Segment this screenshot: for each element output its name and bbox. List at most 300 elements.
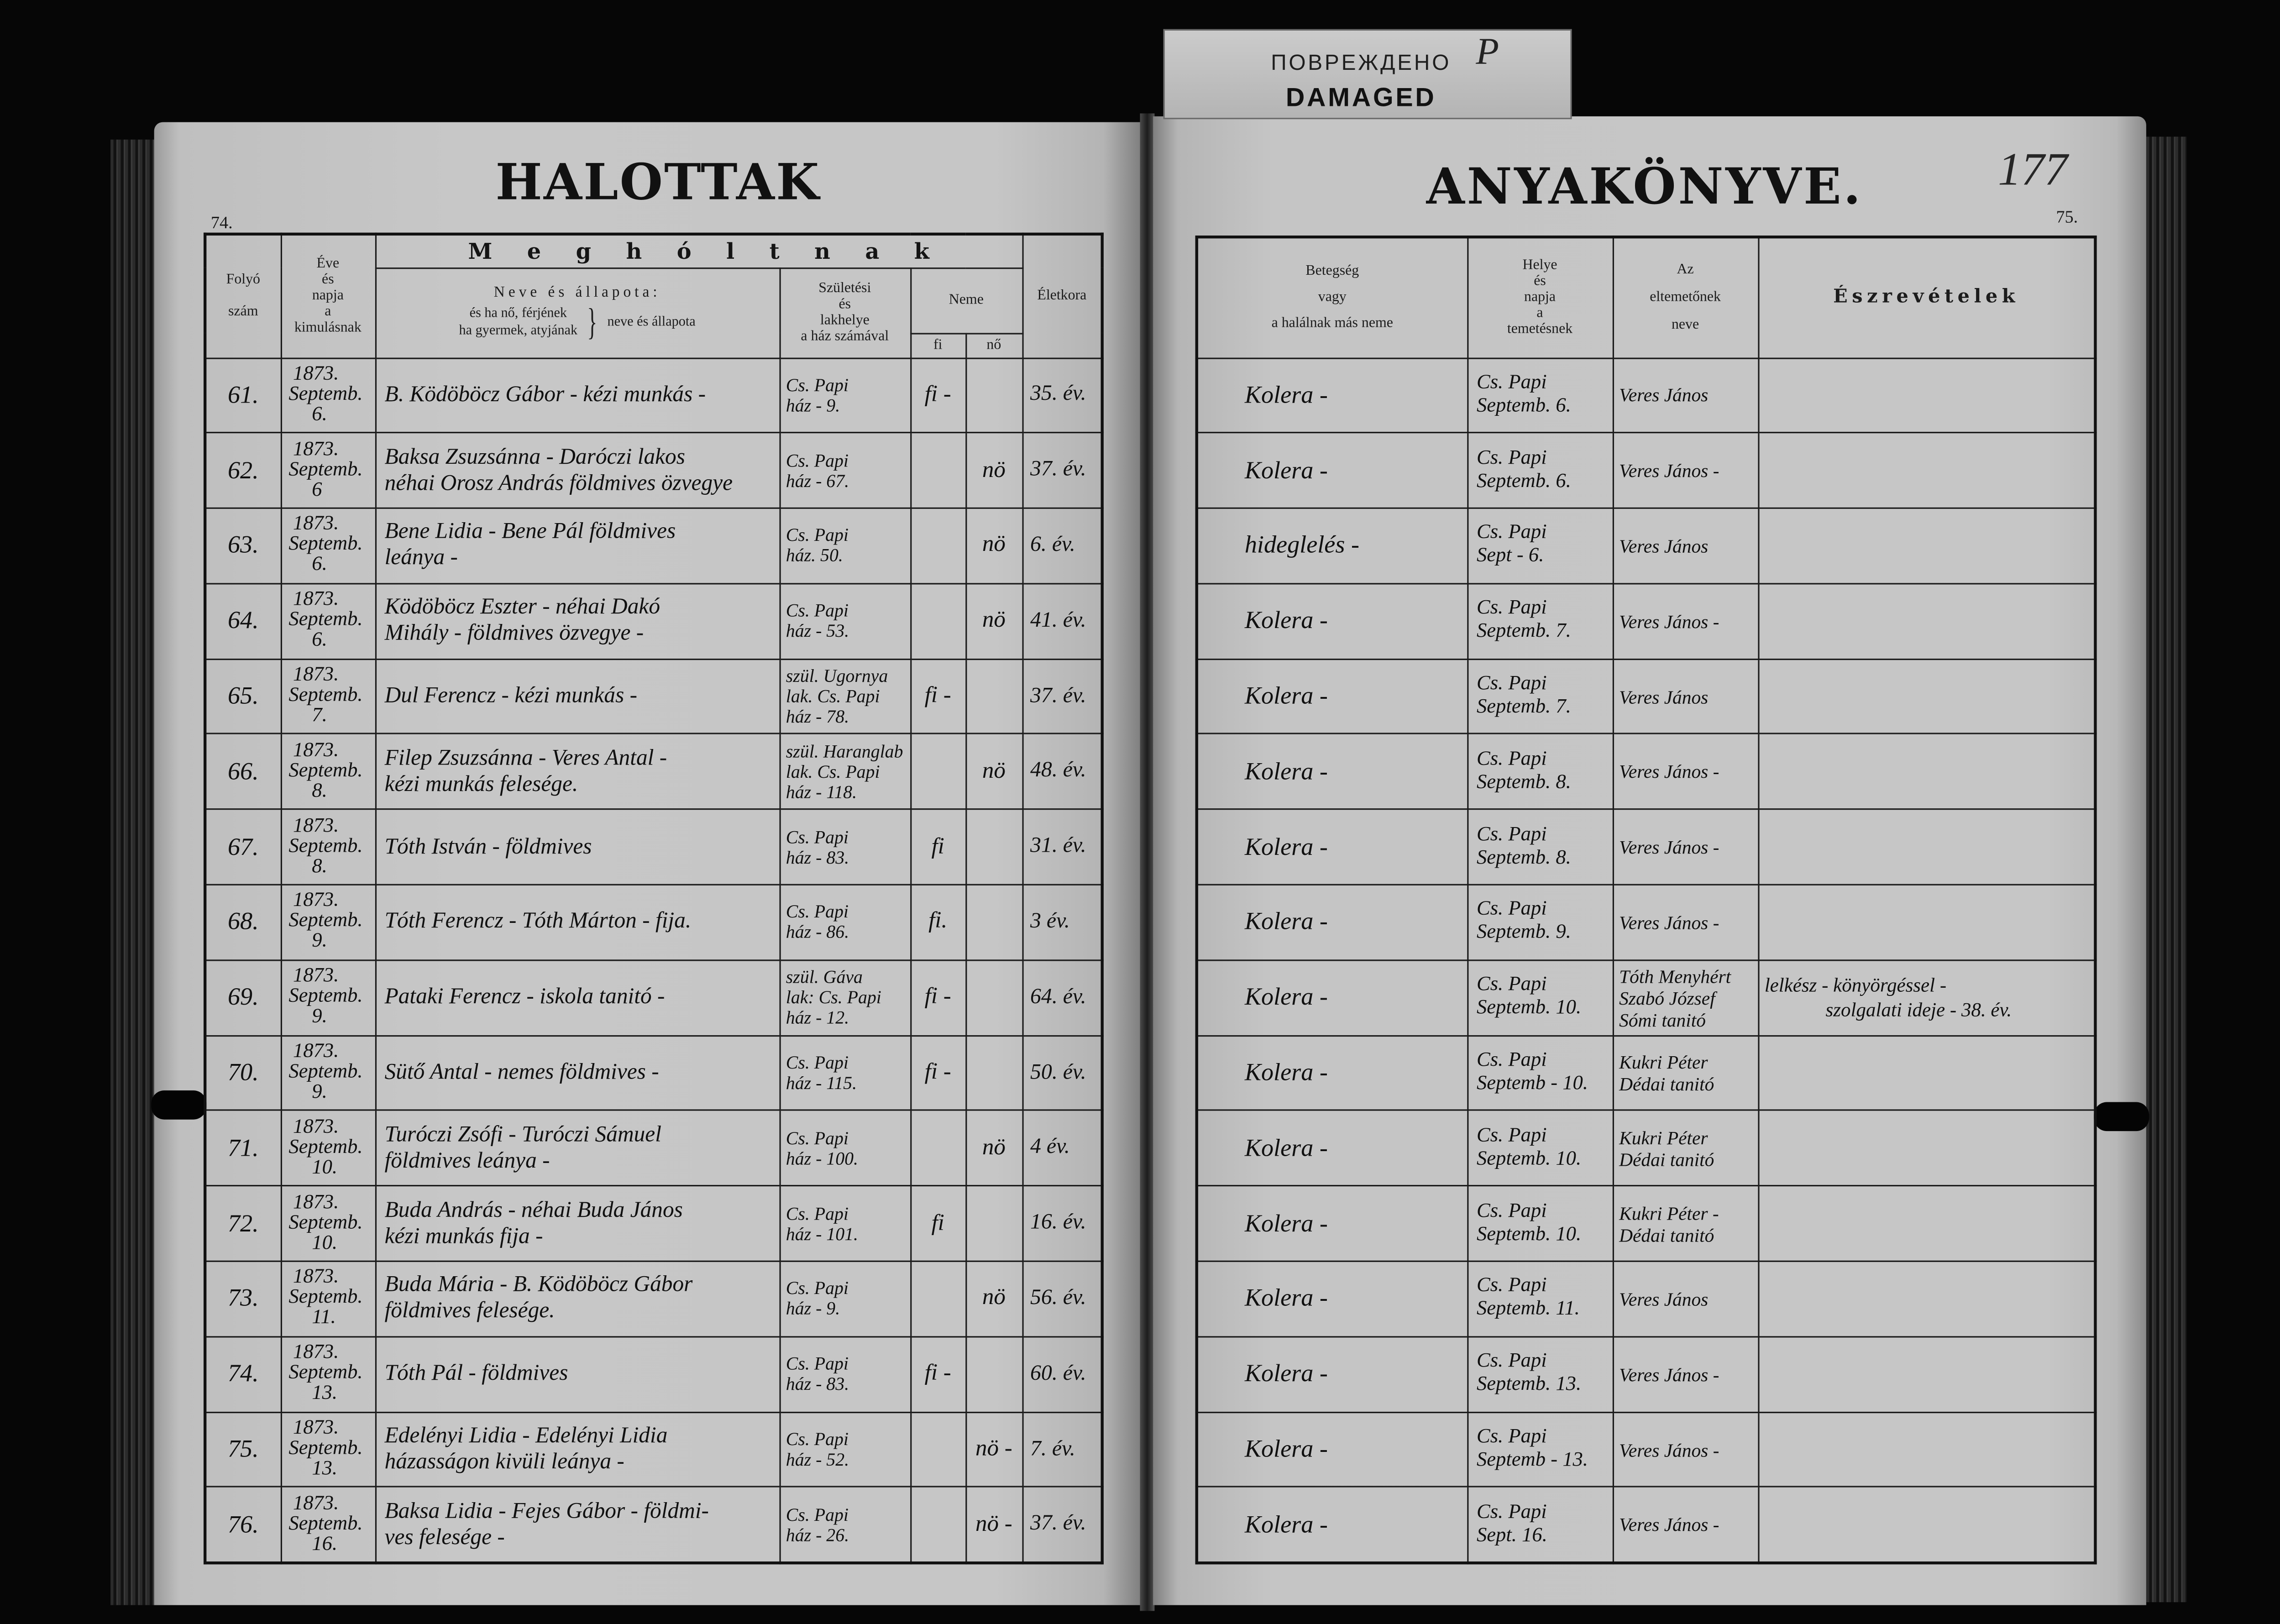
officiant-line: Dédai tanitó bbox=[1619, 1223, 1714, 1246]
header-death-date bbox=[281, 234, 375, 358]
officiant-line: Veres János - bbox=[1619, 912, 1719, 933]
officiant bbox=[1613, 1487, 1758, 1562]
birthplace-residence-line: Cs. Papi bbox=[786, 1354, 849, 1374]
officiant-line: Kukri Péter - bbox=[1619, 1202, 1719, 1224]
birthplace-residence bbox=[779, 1261, 910, 1336]
burial-record-row bbox=[1197, 810, 2096, 885]
burial-place-date-line: Cs. Papi bbox=[1476, 372, 1547, 394]
death-date-line: 1873. bbox=[293, 890, 339, 912]
death-register-right-table bbox=[1195, 236, 2097, 1564]
birthplace-residence-line: ház - 53. bbox=[786, 621, 849, 642]
death-date-line: 8. bbox=[312, 856, 327, 878]
officiant-line: Veres János - bbox=[1619, 836, 1719, 858]
death-date-line: Septemb. bbox=[288, 459, 363, 481]
burial-record-row bbox=[1197, 1035, 2096, 1111]
age: 60. év. bbox=[1022, 1336, 1102, 1412]
birthplace-residence-line: szül. Gáva bbox=[786, 967, 863, 988]
record-number: 65. bbox=[205, 659, 281, 734]
remarks bbox=[1758, 1035, 2095, 1111]
deceased-name-status bbox=[375, 1035, 780, 1111]
burial-place-date-line: Cs. Papi bbox=[1476, 1125, 1547, 1147]
remarks bbox=[1758, 1261, 2095, 1336]
record-number: 64. bbox=[205, 584, 281, 659]
title-anyakonyve: ANYAKÖNYVE. bbox=[1426, 158, 1863, 217]
death-date bbox=[281, 960, 375, 1035]
officiant-line: Veres János - bbox=[1619, 1439, 1719, 1461]
header-line: kimulásnak bbox=[294, 320, 362, 336]
remarks bbox=[1758, 734, 2095, 810]
birthplace-residence-line: ház - 52. bbox=[786, 1449, 849, 1470]
death-date-line: 1873. bbox=[293, 1041, 339, 1063]
remarks bbox=[1758, 584, 2095, 659]
death-record-row bbox=[205, 1035, 1102, 1111]
header-deceased-band: Meghóltnak bbox=[375, 234, 1022, 267]
deceased-name-status-line: kézi munkás fija - bbox=[384, 1223, 543, 1249]
birthplace-residence bbox=[779, 1035, 910, 1111]
burial-place-date bbox=[1467, 584, 1613, 659]
death-record-row bbox=[205, 885, 1102, 960]
remarks bbox=[1758, 659, 2095, 734]
death-record-row bbox=[205, 659, 1102, 734]
header-line: Születési bbox=[818, 280, 871, 297]
record-number: 66. bbox=[205, 734, 281, 810]
deceased-name-status-line: Mihály - földmives özvegye - bbox=[384, 621, 644, 646]
header-line: neve bbox=[1671, 317, 1699, 334]
age: 6. év. bbox=[1022, 508, 1102, 584]
death-date-line: Septemb. bbox=[288, 1362, 363, 1385]
sex-male: fi bbox=[910, 810, 965, 885]
birthplace-residence bbox=[779, 885, 910, 960]
birthplace-residence-line: lak: Cs. Papi bbox=[786, 987, 881, 1008]
deceased-name-status bbox=[375, 584, 780, 659]
header-line: és bbox=[322, 272, 334, 288]
record-number: 74. bbox=[205, 1336, 281, 1412]
sex-female bbox=[965, 810, 1022, 885]
deceased-name-status bbox=[375, 433, 780, 508]
officiant-line: Veres János - bbox=[1619, 460, 1719, 482]
officiant bbox=[1613, 1412, 1758, 1487]
burial-place-date-line: Cs. Papi bbox=[1476, 598, 1547, 620]
sex-female bbox=[965, 1035, 1022, 1111]
birthplace-residence-line: Cs. Papi bbox=[786, 1504, 849, 1525]
deceased-name-status bbox=[375, 659, 780, 734]
cause-of-death: Kolera - bbox=[1197, 1035, 1468, 1111]
record-number: 73. bbox=[205, 1261, 281, 1336]
record-number: 71. bbox=[205, 1111, 281, 1186]
birthplace-residence-line: Cs. Papi bbox=[786, 902, 849, 922]
death-date-line: 8. bbox=[312, 781, 327, 802]
burial-record-row bbox=[1197, 1412, 2096, 1487]
birthplace-residence-line: ház - 78. bbox=[786, 707, 849, 727]
death-date-line: Septemb. bbox=[288, 1212, 363, 1234]
header-sex-female: nő bbox=[965, 333, 1022, 357]
header-line: és bbox=[1534, 273, 1546, 290]
header-sex-male: fi bbox=[910, 333, 965, 357]
death-date-line: 1873. bbox=[293, 1267, 339, 1289]
officiant-line: Veres János - bbox=[1619, 610, 1719, 632]
officiant-line: Tóth Menyhért bbox=[1619, 965, 1731, 987]
age: 64. év. bbox=[1022, 960, 1102, 1035]
deceased-name-status-line: Dul Ferencz - kézi munkás - bbox=[384, 683, 638, 708]
header-line: vagy bbox=[1318, 289, 1347, 305]
burial-place-date-line: Cs. Papi bbox=[1476, 1501, 1547, 1523]
death-date bbox=[281, 1336, 375, 1412]
death-date-line: 6 bbox=[312, 479, 322, 501]
deceased-name-status-line: házasságon kivüli leánya - bbox=[384, 1449, 624, 1475]
death-date-line: Septemb. bbox=[288, 911, 363, 933]
sex-male bbox=[910, 584, 965, 659]
death-date-line: 1873. bbox=[293, 363, 339, 385]
death-date bbox=[281, 734, 375, 810]
header-birthplace bbox=[779, 267, 910, 357]
sex-female: nö bbox=[965, 508, 1022, 584]
binding-tie-left bbox=[151, 1090, 206, 1120]
burial-record-row bbox=[1197, 1261, 2096, 1336]
death-date-line: Septemb. bbox=[288, 835, 363, 858]
officiant bbox=[1613, 1035, 1758, 1111]
burial-place-date-line: Septemb. 10. bbox=[1476, 1223, 1582, 1246]
sex-female bbox=[965, 960, 1022, 1035]
birthplace-residence-line: ház - 9. bbox=[786, 395, 840, 416]
death-record-row bbox=[205, 1412, 1102, 1487]
deceased-name-status-line: leánya - bbox=[384, 546, 458, 571]
remarks-line: szolgalati ideje - 38. év. bbox=[1825, 999, 2012, 1021]
death-date-line: 9. bbox=[312, 931, 327, 953]
burial-place-date bbox=[1467, 810, 1613, 885]
death-register-left-table bbox=[204, 233, 1104, 1564]
cause-of-death: Kolera - bbox=[1197, 1487, 1468, 1562]
death-date-line: 13. bbox=[312, 1458, 338, 1480]
birthplace-residence bbox=[779, 734, 910, 810]
death-date bbox=[281, 1412, 375, 1487]
remarks bbox=[1758, 508, 2095, 584]
death-date-line: Septemb. bbox=[288, 1137, 363, 1159]
burial-records bbox=[1197, 358, 2096, 1563]
header-line: Az bbox=[1677, 262, 1694, 278]
header-name-title: Neve és állapota: bbox=[493, 285, 661, 301]
deceased-name-status bbox=[375, 1412, 780, 1487]
death-date-line: Septemb. bbox=[288, 383, 363, 406]
record-number: 62. bbox=[205, 433, 281, 508]
death-date-line: 6. bbox=[312, 555, 327, 576]
officiant-line: Szabó József bbox=[1619, 987, 1715, 1009]
deceased-name-status-line: Sütő Antal - nemes földmives - bbox=[384, 1060, 659, 1085]
officiant-line: Veres János bbox=[1619, 384, 1709, 406]
sex-male: fi. bbox=[910, 885, 965, 960]
sex-female: nö bbox=[965, 1261, 1022, 1336]
birthplace-residence bbox=[779, 960, 910, 1035]
death-date-line: 1873. bbox=[293, 965, 339, 988]
burial-place-date bbox=[1467, 734, 1613, 810]
header-line: eltemetőnek bbox=[1650, 289, 1721, 306]
death-record-row bbox=[205, 1336, 1102, 1412]
officiant bbox=[1613, 358, 1758, 433]
burial-place-date bbox=[1467, 659, 1613, 734]
header-name-condition-lines bbox=[459, 305, 578, 340]
header-line: Éve bbox=[316, 256, 340, 272]
death-date bbox=[281, 1487, 375, 1562]
deceased-name-status bbox=[375, 1487, 780, 1562]
officiant bbox=[1613, 433, 1758, 508]
birthplace-residence-line: ház. 50. bbox=[786, 546, 843, 566]
burial-place-date-line: Sept. 16. bbox=[1476, 1524, 1547, 1546]
remarks bbox=[1758, 1111, 2095, 1186]
deceased-name-status-line: Bene Lidia - Bene Pál földmives bbox=[384, 519, 676, 545]
burial-place-date-line: Septemb. 7. bbox=[1476, 697, 1571, 718]
age: 16. év. bbox=[1022, 1186, 1102, 1261]
officiant bbox=[1613, 1261, 1758, 1336]
death-date bbox=[281, 1111, 375, 1186]
death-date-line: 1873. bbox=[293, 1417, 339, 1440]
deceased-name-status-line: Tóth Ferencz - Tóth Márton - fija. bbox=[384, 909, 692, 934]
birthplace-residence-line: szül. Haranglab bbox=[786, 741, 903, 762]
birthplace-residence-line: ház - 115. bbox=[786, 1073, 857, 1094]
death-date-line: 9. bbox=[312, 1082, 327, 1104]
deceased-name-status bbox=[375, 508, 780, 584]
remarks bbox=[1758, 960, 2095, 1035]
death-date-line: 7. bbox=[312, 705, 327, 727]
header-line: napja bbox=[312, 288, 344, 304]
burial-place-date bbox=[1467, 1186, 1613, 1261]
deceased-name-status bbox=[375, 885, 780, 960]
cause-of-death: Kolera - bbox=[1197, 1336, 1468, 1412]
sex-female bbox=[965, 358, 1022, 433]
deceased-name-status bbox=[375, 1111, 780, 1186]
burial-place-date-line: Sept - 6. bbox=[1476, 546, 1544, 568]
death-date-line: 6. bbox=[312, 404, 327, 426]
remarks-line: lelkész - könyörgéssel - bbox=[1764, 974, 1947, 996]
death-date bbox=[281, 1186, 375, 1261]
age: 37. év. bbox=[1022, 1487, 1102, 1562]
remarks bbox=[1758, 358, 2095, 433]
sex-male bbox=[910, 1261, 965, 1336]
burial-place-date-line: Septemb. 10. bbox=[1476, 997, 1582, 1020]
header-serial-number bbox=[205, 234, 281, 358]
burial-place-date-line: Septemb. 10. bbox=[1476, 1148, 1582, 1170]
burial-record-row bbox=[1197, 734, 2096, 810]
death-date bbox=[281, 885, 375, 960]
sex-female bbox=[965, 1336, 1022, 1412]
cause-of-death: Kolera - bbox=[1197, 734, 1468, 810]
death-date-line: 1873. bbox=[293, 664, 339, 686]
header-line: a bbox=[1536, 305, 1543, 322]
header-line: lakhelye bbox=[820, 312, 870, 329]
death-record-row bbox=[205, 433, 1102, 508]
deceased-name-status-line: Ködöböcz Eszter - néhai Dakó bbox=[384, 595, 660, 620]
age: 41. év. bbox=[1022, 584, 1102, 659]
header-line: a halálnak más neme bbox=[1271, 315, 1393, 331]
death-date bbox=[281, 1035, 375, 1111]
burial-place-date bbox=[1467, 1336, 1613, 1412]
death-date-line: Septemb. bbox=[288, 609, 363, 632]
remarks bbox=[1758, 433, 2095, 508]
birthplace-residence-line: lak. Cs. Papi bbox=[786, 686, 880, 707]
birthplace-residence-line: ház - 67. bbox=[786, 471, 849, 491]
birthplace-residence bbox=[779, 1412, 910, 1487]
burial-record-row bbox=[1197, 508, 2096, 584]
burial-record-row bbox=[1197, 659, 2096, 734]
burial-place-date-line: Cs. Papi bbox=[1476, 523, 1547, 545]
burial-place-date-line: Septemb. 8. bbox=[1476, 772, 1571, 794]
officiant-line: Veres János - bbox=[1619, 761, 1719, 783]
sex-male bbox=[910, 508, 965, 584]
death-date-line: 1873. bbox=[293, 739, 339, 762]
deceased-name-status-line: Filep Zsuzsánna - Veres Antal - bbox=[384, 745, 667, 770]
birthplace-residence bbox=[779, 1336, 910, 1412]
burial-record-row bbox=[1197, 885, 2096, 960]
birthplace-residence-line: lak. Cs. Papi bbox=[786, 761, 880, 782]
header-line: és ha nő, férjének bbox=[469, 307, 567, 321]
death-date bbox=[281, 358, 375, 433]
death-date-line: 1873. bbox=[293, 513, 339, 536]
death-record-row bbox=[205, 734, 1102, 810]
cause-of-death: Kolera - bbox=[1197, 1186, 1468, 1261]
binding-tie-right bbox=[2094, 1102, 2149, 1131]
birthplace-residence-line: Cs. Papi bbox=[786, 601, 849, 622]
birthplace-residence bbox=[779, 584, 910, 659]
birthplace-residence-line: Cs. Papi bbox=[786, 525, 849, 546]
officiant bbox=[1613, 734, 1758, 810]
header-remarks: Észrevételek bbox=[1758, 237, 2095, 357]
burial-place-date-line: Cs. Papi bbox=[1476, 1275, 1547, 1298]
book-page-edges-left bbox=[110, 140, 157, 1605]
deceased-name-status bbox=[375, 810, 780, 885]
remarks bbox=[1758, 1487, 2095, 1562]
age: 37. év. bbox=[1022, 659, 1102, 734]
death-date-line: Septemb. bbox=[288, 1287, 363, 1310]
deceased-name-status-line: földmives felesége. bbox=[384, 1299, 555, 1324]
record-number: 72. bbox=[205, 1186, 281, 1261]
damaged-label-mark: P bbox=[1476, 30, 1499, 73]
burial-place-date bbox=[1467, 433, 1613, 508]
death-date-line: Septemb. bbox=[288, 534, 363, 556]
death-record-row bbox=[205, 1487, 1102, 1562]
burial-record-row bbox=[1197, 584, 2096, 659]
officiant-line: Veres János bbox=[1619, 1288, 1709, 1310]
cause-of-death: Kolera - bbox=[1197, 1261, 1468, 1336]
sex-female: nö bbox=[965, 1111, 1022, 1186]
age: 35. év. bbox=[1022, 358, 1102, 433]
death-date-line: Septemb. bbox=[288, 1513, 363, 1535]
birthplace-residence bbox=[779, 659, 910, 734]
burial-record-row bbox=[1197, 1336, 2096, 1412]
sex-female: nö bbox=[965, 433, 1022, 508]
header-line: a ház számával bbox=[801, 328, 889, 345]
birthplace-residence-line: Cs. Papi bbox=[786, 1053, 849, 1073]
remarks bbox=[1758, 810, 2095, 885]
deceased-name-status bbox=[375, 358, 780, 433]
deceased-name-status-line: földmives leánya - bbox=[384, 1148, 550, 1173]
header-row-band bbox=[205, 234, 1102, 267]
deceased-name-status-line: Pataki Ferencz - iskola tanitó - bbox=[384, 985, 665, 1010]
burial-record-row bbox=[1197, 1111, 2096, 1186]
cause-of-death: Kolera - bbox=[1197, 358, 1468, 433]
death-record-row bbox=[205, 960, 1102, 1035]
burial-place-date bbox=[1467, 885, 1613, 960]
sex-male: fi bbox=[910, 1186, 965, 1261]
age: 50. év. bbox=[1022, 1035, 1102, 1111]
sex-male bbox=[910, 1111, 965, 1186]
officiant-line: Veres János bbox=[1619, 535, 1709, 557]
sex-male bbox=[910, 1412, 965, 1487]
header-line: és bbox=[839, 296, 851, 313]
burial-record-row bbox=[1197, 358, 2096, 433]
header-line: a bbox=[325, 304, 331, 320]
birthplace-residence bbox=[779, 1487, 910, 1562]
remarks bbox=[1758, 1186, 2095, 1261]
deceased-name-status-line: ves felesége - bbox=[384, 1524, 505, 1550]
birthplace-residence-line: ház - 101. bbox=[786, 1223, 858, 1244]
officiant bbox=[1613, 508, 1758, 584]
sex-female: nö bbox=[965, 734, 1022, 810]
deceased-name-status-line: Edelényi Lidia - Edelényi Lidia bbox=[384, 1423, 668, 1448]
cause-of-death: Kolera - bbox=[1197, 433, 1468, 508]
death-date-line: Septemb. bbox=[288, 986, 363, 1008]
birthplace-residence-line: Cs. Papi bbox=[786, 375, 849, 396]
death-date bbox=[281, 433, 375, 508]
death-date-line: Septemb. bbox=[288, 685, 363, 707]
death-date-line: 1873. bbox=[293, 1191, 339, 1214]
deceased-name-status-line: Baksa Lidia - Fejes Gábor - földmi- bbox=[384, 1498, 709, 1523]
header-cause-of-death bbox=[1197, 237, 1468, 357]
burial-place-date-line: Cs. Papi bbox=[1476, 974, 1547, 996]
burial-place-date-line: Septemb. 11. bbox=[1476, 1299, 1580, 1321]
sex-male bbox=[910, 433, 965, 508]
header-line: temetésnek bbox=[1507, 321, 1573, 338]
age: 31. év. bbox=[1022, 810, 1102, 885]
officiant bbox=[1613, 659, 1758, 734]
damaged-label-english: DAMAGED bbox=[1285, 83, 1436, 112]
record-number: 61. bbox=[205, 358, 281, 433]
burial-record-row bbox=[1197, 1487, 2096, 1562]
birthplace-residence bbox=[779, 1186, 910, 1261]
header-line: Betegség bbox=[1305, 262, 1359, 279]
age: 56. év. bbox=[1022, 1261, 1102, 1336]
birthplace-residence-line: ház - 12. bbox=[786, 1008, 849, 1028]
officiant bbox=[1613, 960, 1758, 1035]
death-date-line: Septemb. bbox=[288, 1061, 363, 1084]
header-name-suffix: neve és állapota bbox=[607, 314, 696, 330]
officiant bbox=[1613, 885, 1758, 960]
burial-place-date-line: Septemb. 6. bbox=[1476, 471, 1571, 492]
death-date-line: 10. bbox=[312, 1232, 338, 1254]
birthplace-residence bbox=[779, 433, 910, 508]
cause-of-death: Kolera - bbox=[1197, 960, 1468, 1035]
sex-female: nö - bbox=[965, 1487, 1022, 1562]
burial-place-date-line: Cs. Papi bbox=[1476, 899, 1547, 921]
death-date-line: 6. bbox=[312, 630, 327, 652]
deceased-name-status bbox=[375, 734, 780, 810]
birthplace-residence-line: Cs. Papi bbox=[786, 1128, 849, 1148]
sex-male: fi - bbox=[910, 358, 965, 433]
officiant-line: Veres János - bbox=[1619, 1363, 1719, 1385]
header-burial-place-date bbox=[1467, 237, 1613, 357]
cause-of-death: Kolera - bbox=[1197, 885, 1468, 960]
birthplace-residence-line: Cs. Papi bbox=[786, 1278, 849, 1299]
sex-female bbox=[965, 1186, 1022, 1261]
sex-female bbox=[965, 659, 1022, 734]
cause-of-death: Kolera - bbox=[1197, 1111, 1468, 1186]
officiant bbox=[1613, 1186, 1758, 1261]
burial-place-date bbox=[1467, 1035, 1613, 1111]
death-date-line: 1873. bbox=[293, 438, 339, 461]
deceased-name-status-line: kézi munkás felesége. bbox=[384, 772, 578, 797]
birthplace-residence-line: Cs. Papi bbox=[786, 1203, 849, 1224]
burial-place-date-line: Cs. Papi bbox=[1476, 749, 1547, 770]
sex-female bbox=[965, 885, 1022, 960]
record-number: 69. bbox=[205, 960, 281, 1035]
damaged-label bbox=[1163, 29, 1572, 119]
